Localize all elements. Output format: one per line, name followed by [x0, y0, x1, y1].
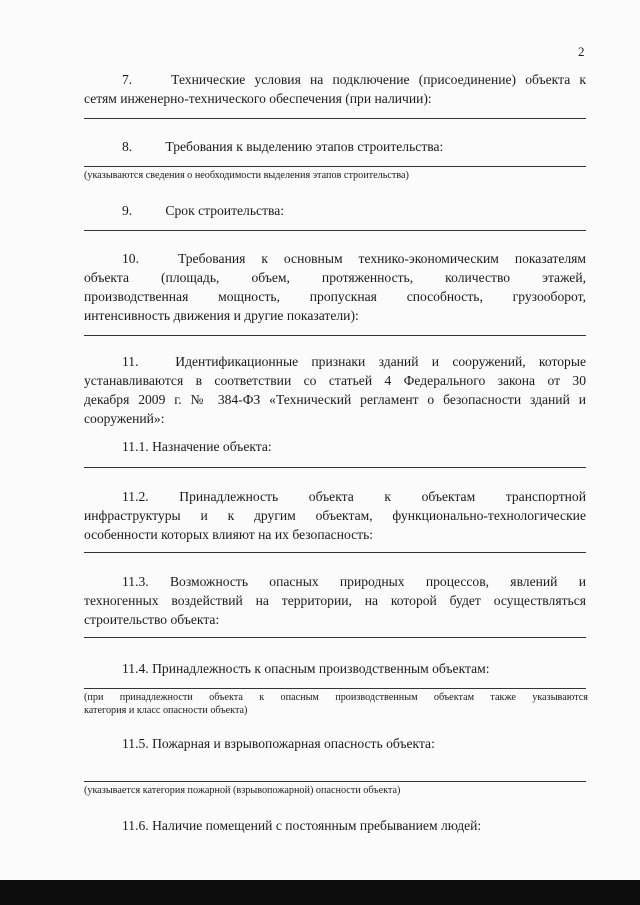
item-11-3-line1: 11.3. Возможность опасных природных процессов, явлений и [122, 574, 586, 589]
answer-line-9[interactable] [84, 230, 586, 231]
answer-line-11-4[interactable] [84, 688, 586, 689]
item-11-line1: Идентификационные признаки зданий и сооружений, которые [175, 354, 586, 369]
item-8-text: Требования к выделению этапов строительства: [165, 139, 444, 154]
scan-bottom-edge [0, 880, 640, 905]
item-11-3-line3: строительство объекта: [84, 612, 220, 627]
item-11-1: 11.1. Назначение объекта: [122, 439, 272, 454]
answer-line-11-1[interactable] [84, 467, 586, 468]
item-11-4: 11.4. Принадлежность к опасным производственным объектам: [122, 661, 490, 676]
item-8 [84, 137, 586, 156]
item-11-4-hint [84, 691, 588, 717]
item-7-line1: Технические условия на подключение (присоединение) объекта к [171, 72, 586, 87]
item-11-2-line3: особенности которых влияют на их безопасность: [84, 527, 374, 542]
answer-line-11-2[interactable] [84, 552, 586, 553]
item-11-3-line2: техногенных воздействий на территории, на которой будет осуществляться [84, 593, 586, 608]
item-11-number: 11. [122, 354, 139, 369]
item-11 [84, 352, 586, 428]
answer-line-8[interactable] [84, 166, 586, 167]
item-11-2 [84, 487, 586, 544]
item-9 [84, 201, 586, 220]
item-10-line2: объекта (площадь, объем, протяженность, количество этажей, [84, 270, 586, 285]
item-11-4-hint-line1: (при принадлежности объекта к опасным производственным объектам также указываются [84, 692, 588, 703]
answer-line-7[interactable] [84, 118, 586, 119]
item-11-5-hint: (указывается категория пожарной (взрывопожарной) опасности объекта) [84, 785, 401, 796]
item-8-number: 8. [122, 139, 133, 154]
page-number: 2 [578, 44, 585, 59]
item-7-number: 7. [122, 72, 133, 87]
item-10-line1: Требования к основным технико-экономическим показателям [177, 251, 586, 266]
item-11-line4: сооружений»: [84, 411, 165, 426]
item-11-2-line2: инфраструктуры и к другим объектам, функционально-технологические [84, 508, 586, 523]
item-10-line4: интенсивность движения и другие показатели): [84, 308, 359, 323]
item-11-3 [84, 572, 586, 629]
item-11-4-hint-line2: категория и класс опасности объекта) [84, 705, 248, 716]
item-10-number: 10. [122, 251, 139, 266]
item-10 [84, 249, 586, 325]
answer-line-11-3[interactable] [84, 637, 586, 638]
item-11-line2: устанавливаются в соответствии со статьей 4 Федерального закона от 30 [84, 373, 586, 388]
item-8-hint: (указываются сведения о необходимости выделения этапов строительства) [84, 170, 409, 181]
item-11-line3: декабря 2009 г. № 384-ФЗ «Технический регламент о безопасности зданий и [84, 392, 586, 407]
item-10-line3: производственная мощность, пропускная способность, грузооборот, [84, 289, 586, 304]
answer-line-11-5[interactable] [84, 781, 586, 782]
item-7 [84, 70, 586, 108]
item-11-5: 11.5. Пожарная и взрывопожарная опасность объекта: [122, 736, 435, 751]
item-11-2-line1: 11.2. Принадлежность объекта к объектам транспортной [122, 489, 586, 504]
item-11-6: 11.6. Наличие помещений с постоянным пребыванием людей: [122, 818, 482, 833]
answer-line-10[interactable] [84, 335, 586, 336]
item-9-text: Срок строительства: [165, 203, 285, 218]
item-7-line2: сетям инженерно-технического обеспечения (при наличии): [84, 91, 432, 106]
item-9-number: 9. [122, 203, 133, 218]
